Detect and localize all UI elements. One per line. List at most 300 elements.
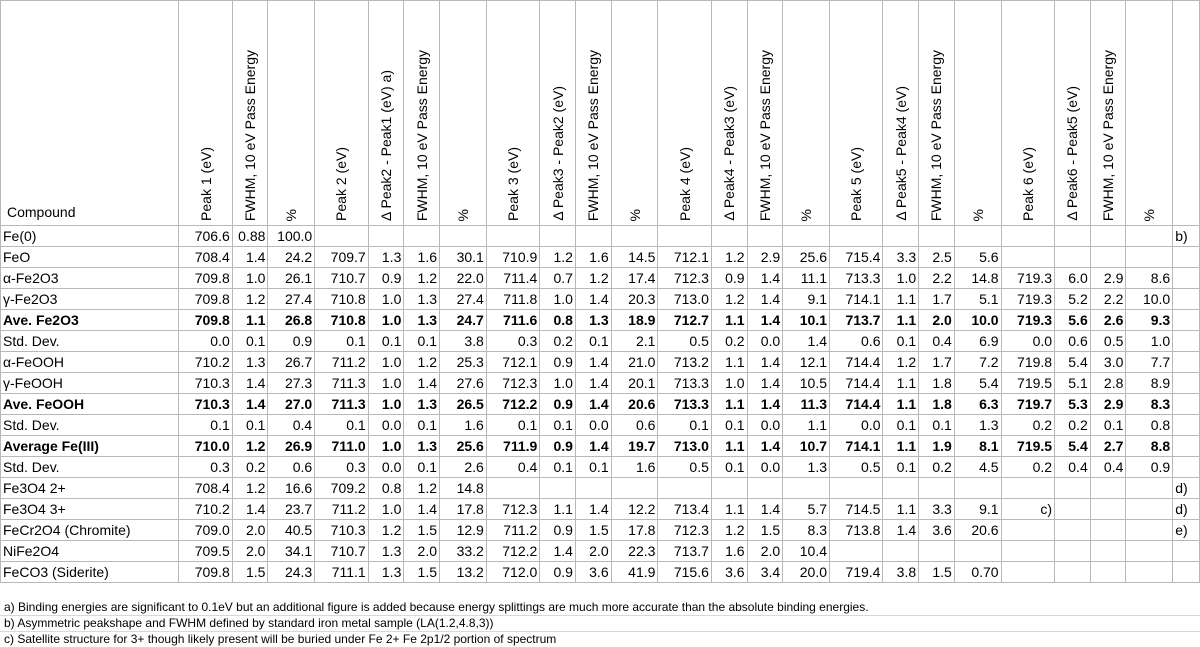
- value-cell: 1.4: [747, 352, 783, 373]
- value-cell: 2.2: [919, 268, 955, 289]
- value-cell: 10.4: [783, 541, 830, 562]
- value-cell: [611, 478, 658, 499]
- compound-name-cell: Ave. FeOOH: [1, 394, 179, 415]
- value-cell: [783, 478, 830, 499]
- value-cell: 1.4: [883, 520, 919, 541]
- value-cell: 1.0: [711, 373, 747, 394]
- footnote: a) Binding energies are significant to 0.1eV but an additional figure is added because energy splittings are much more accurate than the absolute binding energies.: [0, 600, 1200, 616]
- header-row: [1, 1, 1200, 226]
- value-cell: 22.0: [440, 268, 487, 289]
- table-row: [1, 436, 1200, 457]
- value-cell: 8.9: [1126, 373, 1173, 394]
- value-cell: 16.6: [268, 478, 315, 499]
- value-cell: 1.5: [404, 562, 440, 583]
- column-header: [575, 1, 611, 226]
- value-cell: 712.3: [486, 373, 539, 394]
- footnote-ref-cell: [1173, 457, 1200, 478]
- compound-name-cell: γ-FeOOH: [1, 373, 179, 394]
- value-cell: 1.0: [368, 310, 404, 331]
- column-header-label: FWHM, 10 eV Pass Energy: [413, 49, 430, 221]
- value-cell: 2.0: [919, 310, 955, 331]
- value-cell: 1.4: [783, 331, 830, 352]
- value-cell: 20.6: [611, 394, 658, 415]
- value-cell: 712.1: [486, 352, 539, 373]
- column-header: [232, 1, 268, 226]
- value-cell: 22.3: [611, 541, 658, 562]
- value-cell: 0.2: [919, 457, 955, 478]
- value-cell: 711.3: [315, 394, 368, 415]
- footnote-ref-cell: [1173, 436, 1200, 457]
- value-cell: 24.7: [440, 310, 487, 331]
- value-cell: 713.7: [658, 541, 711, 562]
- value-cell: 100.0: [268, 226, 315, 247]
- value-cell: 719.7: [1001, 394, 1054, 415]
- value-cell: 2.9: [1090, 268, 1126, 289]
- value-cell: 1.4: [747, 310, 783, 331]
- footnote-ref-cell: d): [1173, 478, 1200, 499]
- value-cell: [575, 226, 611, 247]
- value-cell: 711.2: [315, 499, 368, 520]
- column-header: [368, 1, 404, 226]
- value-cell: 27.3: [268, 373, 315, 394]
- value-cell: [883, 541, 919, 562]
- value-cell: [883, 478, 919, 499]
- compound-name-cell: α-FeOOH: [1, 352, 179, 373]
- value-cell: 709.0: [179, 520, 232, 541]
- value-cell: 709.8: [179, 310, 232, 331]
- value-cell: [1126, 499, 1173, 520]
- value-cell: 0.2: [232, 457, 268, 478]
- value-cell: [658, 226, 711, 247]
- compound-name-cell: NiFe2O4: [1, 541, 179, 562]
- footnote-ref-cell: [1173, 289, 1200, 310]
- value-cell: [830, 226, 883, 247]
- value-cell: 2.2: [1090, 289, 1126, 310]
- column-header-label: %: [283, 208, 300, 221]
- value-cell: 20.3: [611, 289, 658, 310]
- value-cell: 4.5: [954, 457, 1001, 478]
- value-cell: 2.0: [404, 541, 440, 562]
- value-cell: 708.4: [179, 247, 232, 268]
- value-cell: 2.5: [919, 247, 955, 268]
- value-cell: 713.0: [658, 436, 711, 457]
- value-cell: [1090, 541, 1126, 562]
- table-row: [1, 373, 1200, 394]
- value-cell: 2.8: [1090, 373, 1126, 394]
- table-row: [1, 541, 1200, 562]
- value-cell: [540, 478, 576, 499]
- table-row: [1, 415, 1200, 436]
- footnote-ref-cell: [1173, 394, 1200, 415]
- value-cell: [1055, 562, 1091, 583]
- value-cell: 1.5: [404, 520, 440, 541]
- footnote-ref-cell: [1173, 331, 1200, 352]
- value-cell: [1126, 226, 1173, 247]
- value-cell: 719.5: [1001, 373, 1054, 394]
- value-cell: 1.0: [368, 499, 404, 520]
- value-cell: [919, 226, 955, 247]
- value-cell: 14.8: [954, 268, 1001, 289]
- value-cell: 719.8: [1001, 352, 1054, 373]
- value-cell: 5.4: [1055, 436, 1091, 457]
- column-header: [486, 1, 539, 226]
- value-cell: 710.7: [315, 268, 368, 289]
- value-cell: 0.7: [540, 268, 576, 289]
- column-header: [440, 1, 487, 226]
- value-cell: 1.1: [883, 436, 919, 457]
- value-cell: 0.9: [711, 268, 747, 289]
- value-cell: 0.9: [368, 268, 404, 289]
- value-cell: 0.1: [179, 415, 232, 436]
- table-row: [1, 352, 1200, 373]
- footnote-ref-cell: [1173, 247, 1200, 268]
- column-header-label: FWHM, 10 eV Pass Energy: [585, 49, 602, 221]
- value-cell: 1.1: [711, 394, 747, 415]
- column-header-label: Peak 4 (eV): [676, 147, 693, 221]
- value-cell: 710.2: [179, 499, 232, 520]
- value-cell: 1.0: [540, 289, 576, 310]
- value-cell: [1126, 520, 1173, 541]
- value-cell: 17.8: [611, 520, 658, 541]
- value-cell: 11.3: [783, 394, 830, 415]
- value-cell: 27.4: [440, 289, 487, 310]
- value-cell: 9.3: [1126, 310, 1173, 331]
- value-cell: 1.3: [368, 562, 404, 583]
- value-cell: 710.8: [315, 310, 368, 331]
- value-cell: [1055, 520, 1091, 541]
- value-cell: 1.2: [404, 478, 440, 499]
- value-cell: [1126, 541, 1173, 562]
- column-header: [268, 1, 315, 226]
- value-cell: 7.7: [1126, 352, 1173, 373]
- value-cell: 708.4: [179, 478, 232, 499]
- value-cell: 1.6: [611, 457, 658, 478]
- column-header-label: %: [798, 208, 815, 221]
- footnote-ref-cell: d): [1173, 499, 1200, 520]
- column-header-label: %: [626, 208, 643, 221]
- value-cell: [1090, 499, 1126, 520]
- value-cell: [486, 478, 539, 499]
- value-cell: 1.1: [711, 436, 747, 457]
- column-header-label: Peak 6 (eV): [1019, 147, 1036, 221]
- value-cell: [711, 478, 747, 499]
- value-cell: 719.3: [1001, 268, 1054, 289]
- value-cell: 1.3: [368, 541, 404, 562]
- value-cell: 1.7: [919, 289, 955, 310]
- value-cell: 1.1: [883, 499, 919, 520]
- value-cell: 25.6: [440, 436, 487, 457]
- footnote: b) Asymmetric peakshape and FWHM defined by standard iron metal sample (LA(1.2,4.8,3)): [0, 616, 1200, 632]
- compound-name-cell: α-Fe2O3: [1, 268, 179, 289]
- table-row: [1, 394, 1200, 415]
- value-cell: 2.0: [575, 541, 611, 562]
- value-cell: 10.0: [954, 310, 1001, 331]
- value-cell: 1.4: [747, 394, 783, 415]
- value-cell: 20.1: [611, 373, 658, 394]
- column-header: [919, 1, 955, 226]
- compound-name-cell: γ-Fe2O3: [1, 289, 179, 310]
- value-cell: 8.3: [783, 520, 830, 541]
- value-cell: 2.9: [747, 247, 783, 268]
- value-cell: 8.1: [954, 436, 1001, 457]
- column-header-label: Δ Peak3 - Peak2 (eV): [549, 86, 566, 221]
- value-cell: 0.9: [1126, 457, 1173, 478]
- footnote-ref-cell: [1173, 415, 1200, 436]
- value-cell: 18.9: [611, 310, 658, 331]
- value-cell: 1.4: [575, 499, 611, 520]
- value-cell: 26.1: [268, 268, 315, 289]
- value-cell: 1.6: [404, 247, 440, 268]
- value-cell: 710.0: [179, 436, 232, 457]
- value-cell: 1.2: [404, 352, 440, 373]
- value-cell: 719.3: [1001, 289, 1054, 310]
- value-cell: 1.0: [368, 352, 404, 373]
- value-cell: 5.4: [954, 373, 1001, 394]
- column-header: [830, 1, 883, 226]
- column-header: [883, 1, 919, 226]
- value-cell: 14.5: [611, 247, 658, 268]
- value-cell: 10.0: [1126, 289, 1173, 310]
- value-cell: 1.0: [368, 373, 404, 394]
- table-row: [1, 226, 1200, 247]
- value-cell: 0.0: [747, 331, 783, 352]
- value-cell: 709.8: [179, 562, 232, 583]
- value-cell: 712.7: [658, 310, 711, 331]
- value-cell: 34.1: [268, 541, 315, 562]
- value-cell: 713.3: [830, 268, 883, 289]
- value-cell: 2.6: [1090, 310, 1126, 331]
- value-cell: 1.5: [747, 520, 783, 541]
- value-cell: [954, 478, 1001, 499]
- value-cell: [747, 478, 783, 499]
- value-cell: [1055, 478, 1091, 499]
- value-cell: 1.0: [883, 268, 919, 289]
- value-cell: 0.1: [368, 331, 404, 352]
- value-cell: 713.0: [658, 289, 711, 310]
- column-header: [1090, 1, 1126, 226]
- value-cell: 1.3: [404, 310, 440, 331]
- value-cell: 12.1: [783, 352, 830, 373]
- value-cell: 1.2: [232, 436, 268, 457]
- value-cell: 0.9: [540, 436, 576, 457]
- value-cell: 0.0: [368, 415, 404, 436]
- value-cell: 0.1: [1090, 415, 1126, 436]
- value-cell: 27.0: [268, 394, 315, 415]
- column-header: [747, 1, 783, 226]
- value-cell: 709.8: [179, 268, 232, 289]
- value-cell: 709.7: [315, 247, 368, 268]
- column-header-label: %: [969, 208, 986, 221]
- column-header: [315, 1, 368, 226]
- value-cell: 0.1: [658, 415, 711, 436]
- value-cell: [1090, 520, 1126, 541]
- value-cell: 0.0: [1001, 331, 1054, 352]
- value-cell: 6.9: [954, 331, 1001, 352]
- value-cell: 711.6: [486, 310, 539, 331]
- value-cell: 709.8: [179, 289, 232, 310]
- value-cell: 1.5: [232, 562, 268, 583]
- value-cell: 25.3: [440, 352, 487, 373]
- value-cell: 1.2: [232, 478, 268, 499]
- column-header: [1055, 1, 1091, 226]
- column-header-label: %: [1141, 208, 1158, 221]
- column-header-label: Peak 3 (eV): [505, 147, 522, 221]
- value-cell: 27.6: [440, 373, 487, 394]
- value-cell: 715.4: [830, 247, 883, 268]
- value-cell: 710.3: [179, 394, 232, 415]
- value-cell: 12.2: [611, 499, 658, 520]
- value-cell: [1090, 562, 1126, 583]
- value-cell: 0.1: [232, 331, 268, 352]
- value-cell: 1.1: [883, 310, 919, 331]
- compound-name-cell: Fe3O4 2+: [1, 478, 179, 499]
- value-cell: 5.1: [1055, 373, 1091, 394]
- column-header: [954, 1, 1001, 226]
- column-header-label: Δ Peak2 - Peak1 (eV) a): [378, 70, 395, 221]
- value-cell: 0.8: [1126, 415, 1173, 436]
- value-cell: [1126, 562, 1173, 583]
- value-cell: 0.2: [711, 331, 747, 352]
- value-cell: 1.1: [232, 310, 268, 331]
- value-cell: [1001, 562, 1054, 583]
- value-cell: [486, 226, 539, 247]
- value-cell: 8.3: [1126, 394, 1173, 415]
- table-body: [1, 226, 1200, 583]
- value-cell: 0.1: [486, 415, 539, 436]
- footnote-ref-cell: e): [1173, 520, 1200, 541]
- value-cell: 1.3: [404, 394, 440, 415]
- value-cell: 12.9: [440, 520, 487, 541]
- value-cell: 710.9: [486, 247, 539, 268]
- value-cell: 1.3: [232, 352, 268, 373]
- value-cell: 711.2: [315, 352, 368, 373]
- value-cell: 0.6: [1055, 331, 1091, 352]
- table-row: [1, 268, 1200, 289]
- compound-name-cell: Fe3O4 3+: [1, 499, 179, 520]
- column-header-label: FWHM, 10 eV Pass Energy: [756, 49, 773, 221]
- column-header-label: Peak 5 (eV): [848, 147, 865, 221]
- value-cell: 714.5: [830, 499, 883, 520]
- value-cell: 710.2: [179, 352, 232, 373]
- value-cell: 14.8: [440, 478, 487, 499]
- value-cell: 712.1: [658, 247, 711, 268]
- value-cell: 41.9: [611, 562, 658, 583]
- value-cell: 0.1: [919, 415, 955, 436]
- value-cell: 1.4: [232, 394, 268, 415]
- table-row: [1, 478, 1200, 499]
- value-cell: 3.8: [440, 331, 487, 352]
- value-cell: 2.9: [1090, 394, 1126, 415]
- column-header-label: FWHM, 10 eV Pass Energy: [928, 49, 945, 221]
- value-cell: [919, 541, 955, 562]
- value-cell: 1.8: [919, 373, 955, 394]
- table-row: [1, 289, 1200, 310]
- value-cell: [1001, 226, 1054, 247]
- value-cell: 3.6: [575, 562, 611, 583]
- value-cell: 1.8: [919, 394, 955, 415]
- footnote-ref-cell: [1173, 352, 1200, 373]
- value-cell: [747, 226, 783, 247]
- value-cell: [315, 226, 368, 247]
- value-cell: [1055, 499, 1091, 520]
- value-cell: 30.1: [440, 247, 487, 268]
- table-row: [1, 499, 1200, 520]
- value-cell: [830, 541, 883, 562]
- value-cell: 1.4: [232, 247, 268, 268]
- column-header-label: %: [454, 208, 471, 221]
- value-cell: 714.4: [830, 373, 883, 394]
- value-cell: 0.1: [540, 415, 576, 436]
- value-cell: 0.1: [575, 457, 611, 478]
- value-cell: 2.0: [747, 541, 783, 562]
- value-cell: 714.1: [830, 436, 883, 457]
- value-cell: 1.4: [575, 289, 611, 310]
- value-cell: 0.1: [232, 415, 268, 436]
- value-cell: 0.1: [575, 331, 611, 352]
- column-header: [540, 1, 576, 226]
- value-cell: 20.0: [783, 562, 830, 583]
- value-cell: 1.3: [404, 436, 440, 457]
- value-cell: [611, 226, 658, 247]
- value-cell: 1.0: [368, 436, 404, 457]
- value-cell: 710.8: [315, 289, 368, 310]
- value-cell: 5.1: [954, 289, 1001, 310]
- column-header: [404, 1, 440, 226]
- value-cell: 1.3: [783, 457, 830, 478]
- value-cell: 713.2: [658, 352, 711, 373]
- value-cell: [1001, 247, 1054, 268]
- compound-name-cell: FeO: [1, 247, 179, 268]
- value-cell: 11.1: [783, 268, 830, 289]
- footnote-ref-cell: [1173, 562, 1200, 583]
- value-cell: 9.1: [783, 289, 830, 310]
- value-cell: 33.2: [440, 541, 487, 562]
- value-cell: 5.7: [783, 499, 830, 520]
- value-cell: 1.1: [883, 394, 919, 415]
- value-cell: 23.7: [268, 499, 315, 520]
- table-row: [1, 331, 1200, 352]
- value-cell: 712.3: [486, 499, 539, 520]
- column-header-label: Δ Peak4 - Peak3 (eV): [721, 86, 738, 221]
- value-cell: 0.4: [1055, 457, 1091, 478]
- value-cell: 1.0: [368, 289, 404, 310]
- value-cell: 0.9: [540, 520, 576, 541]
- value-cell: 2.0: [232, 541, 268, 562]
- table-row: [1, 457, 1200, 478]
- value-cell: 1.3: [404, 289, 440, 310]
- value-cell: 713.3: [658, 373, 711, 394]
- value-cell: 5.6: [1055, 310, 1091, 331]
- value-cell: [368, 226, 404, 247]
- value-cell: 7.2: [954, 352, 1001, 373]
- footnote: c) Satellite structure for 3+ though likely present will be buried under Fe 2+ Fe 2p1/2 portion of spectrum: [0, 632, 1200, 648]
- value-cell: 714.1: [830, 289, 883, 310]
- column-header: [611, 1, 658, 226]
- value-cell: 709.5: [179, 541, 232, 562]
- value-cell: 710.3: [179, 373, 232, 394]
- value-cell: 40.5: [268, 520, 315, 541]
- value-cell: 0.5: [658, 457, 711, 478]
- value-cell: 0.5: [830, 457, 883, 478]
- value-cell: 711.9: [486, 436, 539, 457]
- value-cell: 0.3: [179, 457, 232, 478]
- value-cell: 1.2: [575, 268, 611, 289]
- value-cell: 0.4: [486, 457, 539, 478]
- value-cell: 711.4: [486, 268, 539, 289]
- value-cell: 711.2: [486, 520, 539, 541]
- value-cell: 0.5: [1090, 331, 1126, 352]
- value-cell: 24.3: [268, 562, 315, 583]
